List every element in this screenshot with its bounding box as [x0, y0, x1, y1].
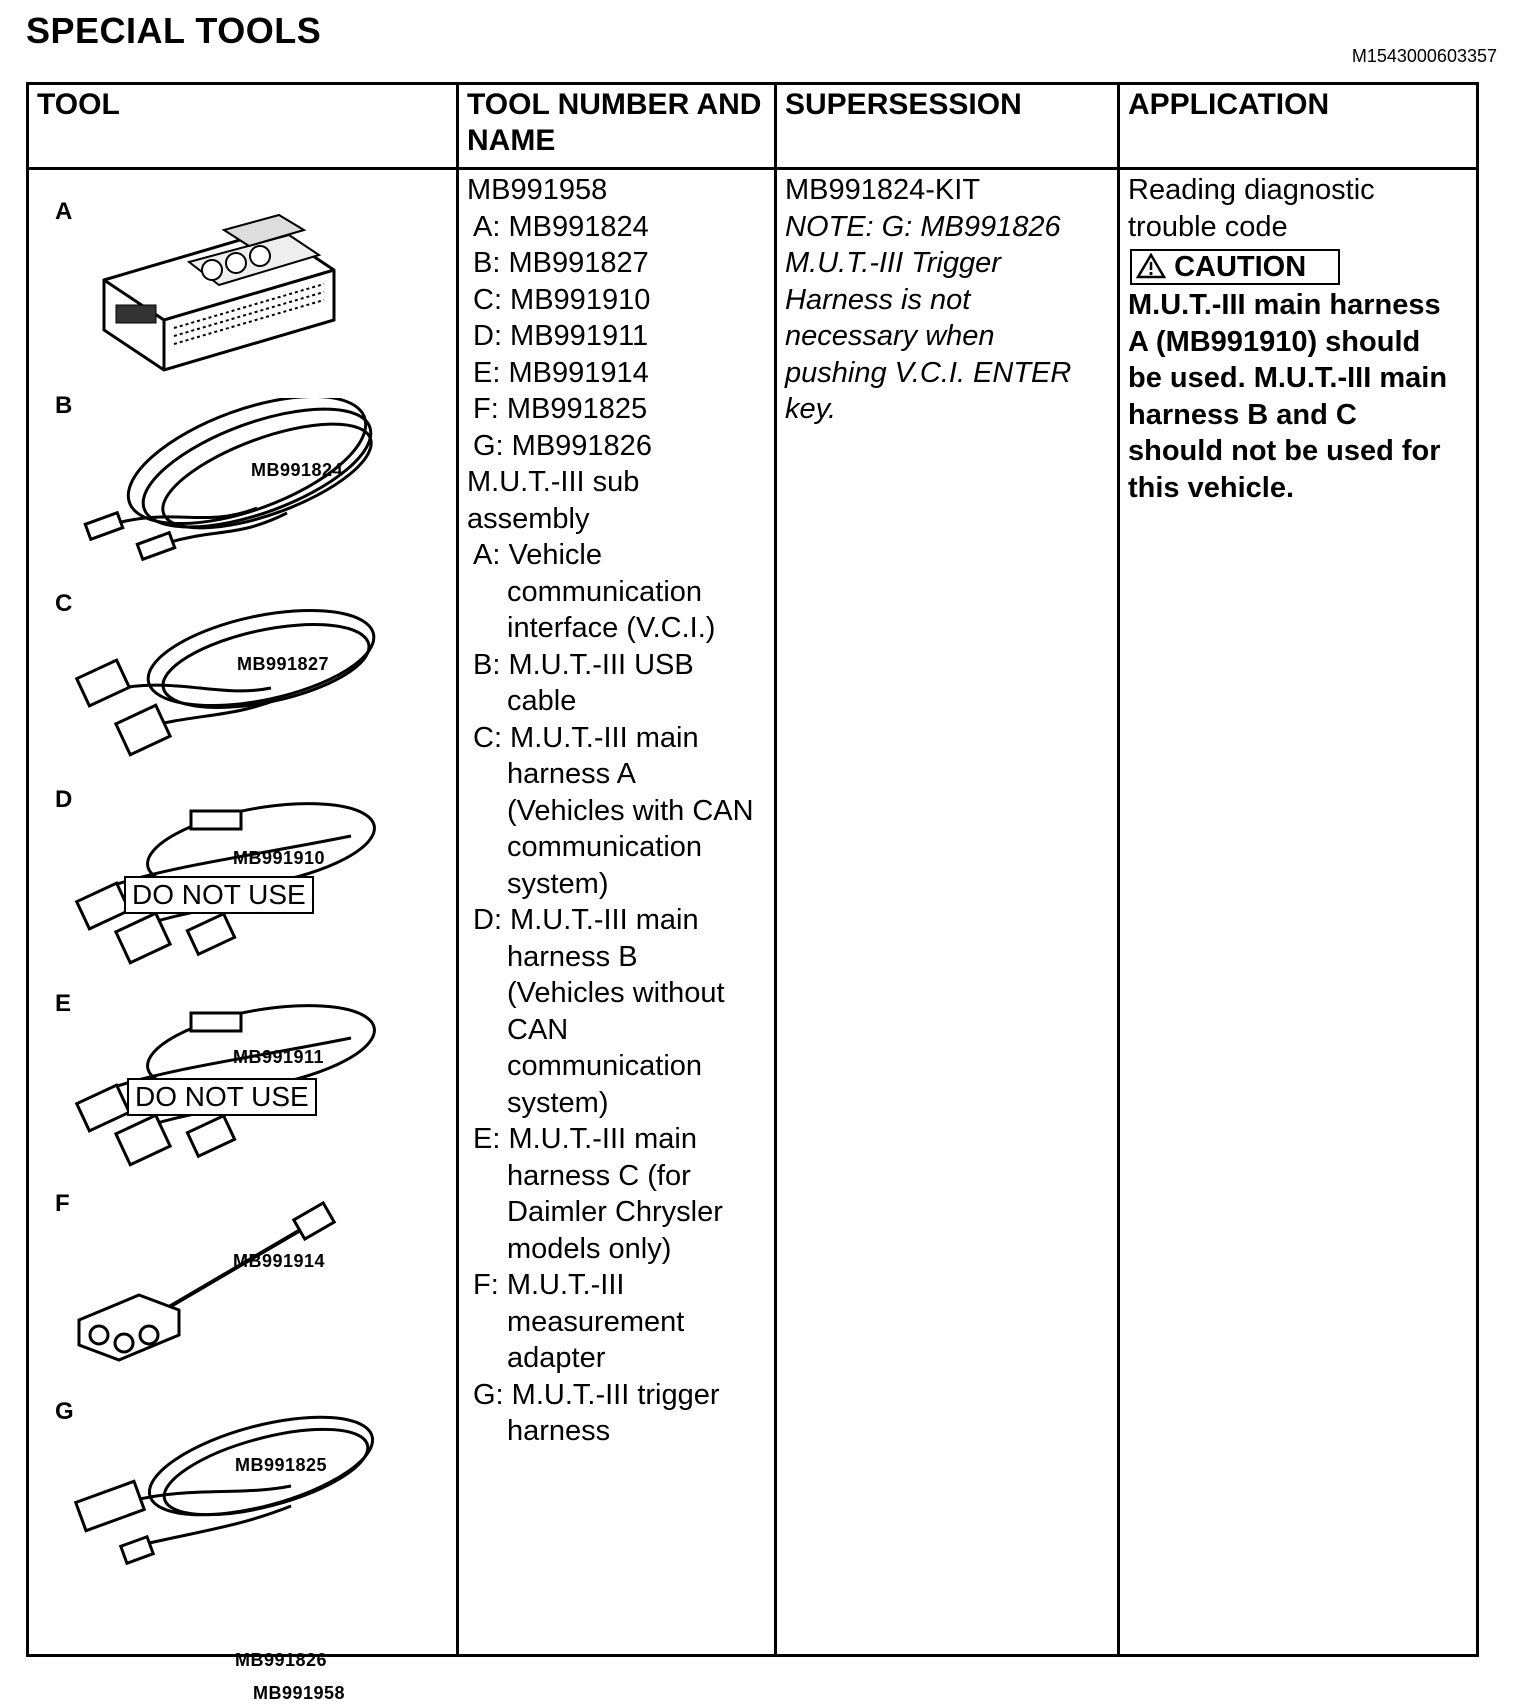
- tool-letter-e: E: [55, 990, 72, 1017]
- supersession-note: M.U.T.-III Trigger: [785, 247, 1001, 279]
- kit-number: MB991958: [467, 174, 608, 206]
- caution-text: this vehicle.: [1128, 471, 1295, 504]
- assembly-name: assembly: [467, 502, 590, 535]
- tool-name-cont: communication: [507, 575, 703, 608]
- header-supersession: SUPERSESSION: [776, 84, 1119, 169]
- caution-text: be used. M.U.T.-III main: [1128, 362, 1448, 394]
- tool-name-cont: measurement: [507, 1305, 685, 1338]
- tool-name: C: M.U.T.-III main: [473, 721, 699, 754]
- special-tools-table: [26, 82, 1479, 1703]
- tool-letter-c: C: [55, 590, 73, 617]
- caution-text: A (MB991910) should: [1128, 325, 1421, 358]
- tool-letter-a: A: [55, 198, 73, 225]
- tool-name-cont: models only): [507, 1232, 672, 1265]
- part-number: B: MB991827: [473, 247, 649, 279]
- tool-name-cont: harness B: [507, 940, 638, 973]
- tool-name-cont: cable: [507, 685, 577, 717]
- supersession-cell: [776, 169, 1119, 1656]
- kit-code-label: MB991958: [253, 1683, 346, 1703]
- tool-name-cont: (Vehicles without: [507, 977, 725, 1009]
- warning-triangle-icon: [1136, 253, 1166, 279]
- table-header-row: [28, 84, 1478, 169]
- header-tool: TOOL: [28, 84, 458, 169]
- application-cell: [1119, 169, 1478, 1656]
- do-not-use-stamp-d: DO NOT USE: [124, 876, 314, 914]
- application-text: trouble code: [1128, 210, 1288, 243]
- usb-cable-icon: [57, 398, 397, 568]
- tool-name-cont: system): [507, 867, 609, 900]
- tool-name: D: M.U.T.-III main: [473, 904, 699, 936]
- document-id: M1543000603357: [1351, 46, 1497, 66]
- part-number: E: MB991914: [473, 356, 649, 389]
- supersession-note: Harness is not: [785, 283, 971, 316]
- tool-number-cell: [458, 169, 776, 1656]
- supersession-note: NOTE: G: MB991826: [785, 210, 1061, 243]
- header-application: APPLICATION: [1119, 84, 1478, 169]
- tool-name-cont: (Vehicles with CAN: [507, 794, 754, 827]
- caution-text: should not be used for: [1128, 435, 1441, 467]
- page-title: SPECIAL TOOLS: [26, 10, 322, 51]
- supersession-note: key.: [785, 393, 837, 425]
- tool-name-cont: harness A: [507, 758, 636, 790]
- supersession-note: pushing V.C.I. ENTER: [785, 356, 1072, 389]
- table-row: [28, 169, 1478, 1656]
- tool-name-cont: harness C (for: [507, 1159, 691, 1192]
- caution-text: harness B and C: [1128, 398, 1357, 431]
- tool-name-cont: adapter: [507, 1342, 606, 1374]
- main-harness-a-icon: [51, 598, 401, 768]
- tool-name-cont: communication: [507, 831, 703, 863]
- caution-label: CAUTION: [1174, 251, 1307, 283]
- tool-code-a: MB991824: [251, 460, 344, 480]
- tool-code-b: MB991827: [237, 654, 330, 674]
- tool-name: G: M.U.T.-III trigger: [473, 1378, 720, 1411]
- part-number: D: MB991911: [473, 320, 649, 352]
- tool-name: A: Vehicle: [473, 539, 602, 571]
- measurement-adapter-icon: [69, 1200, 349, 1370]
- tool-letter-d: D: [55, 786, 73, 813]
- tool-name-cont: system): [507, 1086, 609, 1119]
- part-number: F: MB991825: [473, 393, 648, 425]
- application-text: Reading diagnostic: [1128, 174, 1375, 206]
- caution-box: [1130, 249, 1340, 285]
- caution-text: M.U.T.-III main harness: [1128, 289, 1441, 321]
- tool-code-g: MB991826: [235, 1650, 328, 1670]
- supersession-note: necessary when: [785, 320, 995, 352]
- tool-code-c: MB991910: [233, 848, 326, 868]
- vci-device-icon: [84, 210, 354, 380]
- tool-letter-g: G: [55, 1398, 74, 1425]
- assembly-name: M.U.T.-III sub: [467, 466, 640, 498]
- part-number: G: MB991826: [473, 429, 652, 462]
- tool-name: E: M.U.T.-III main: [473, 1123, 697, 1155]
- tool-name-cont: Daimler Chrysler: [507, 1196, 723, 1228]
- part-number: A: MB991824: [473, 210, 649, 243]
- tool-code-d: MB991911: [233, 1047, 325, 1067]
- tool-letter-f: F: [55, 1190, 70, 1217]
- tool-name-cont: interface (V.C.I.): [507, 612, 716, 644]
- tool-name: B: M.U.T.-III USB: [473, 648, 694, 681]
- supersession-code: MB991824-KIT: [785, 174, 981, 206]
- trigger-harness-icon: [51, 1406, 401, 1576]
- tool-code-f: MB991825: [235, 1455, 328, 1475]
- part-number: C: MB991910: [473, 283, 651, 316]
- tool-name: F: M.U.T.-III: [473, 1269, 625, 1301]
- tool-name-cont: CAN: [507, 1013, 569, 1046]
- header-tool-number: TOOL NUMBER AND NAME: [458, 84, 776, 169]
- do-not-use-stamp-e: DO NOT USE: [127, 1078, 317, 1116]
- tool-letter-b: B: [55, 392, 73, 419]
- tool-illustrations-cell: [28, 169, 458, 1703]
- tool-name-cont: harness: [507, 1415, 611, 1447]
- tool-code-e: MB991914: [233, 1251, 326, 1271]
- tool-name-cont: communication: [507, 1050, 703, 1082]
